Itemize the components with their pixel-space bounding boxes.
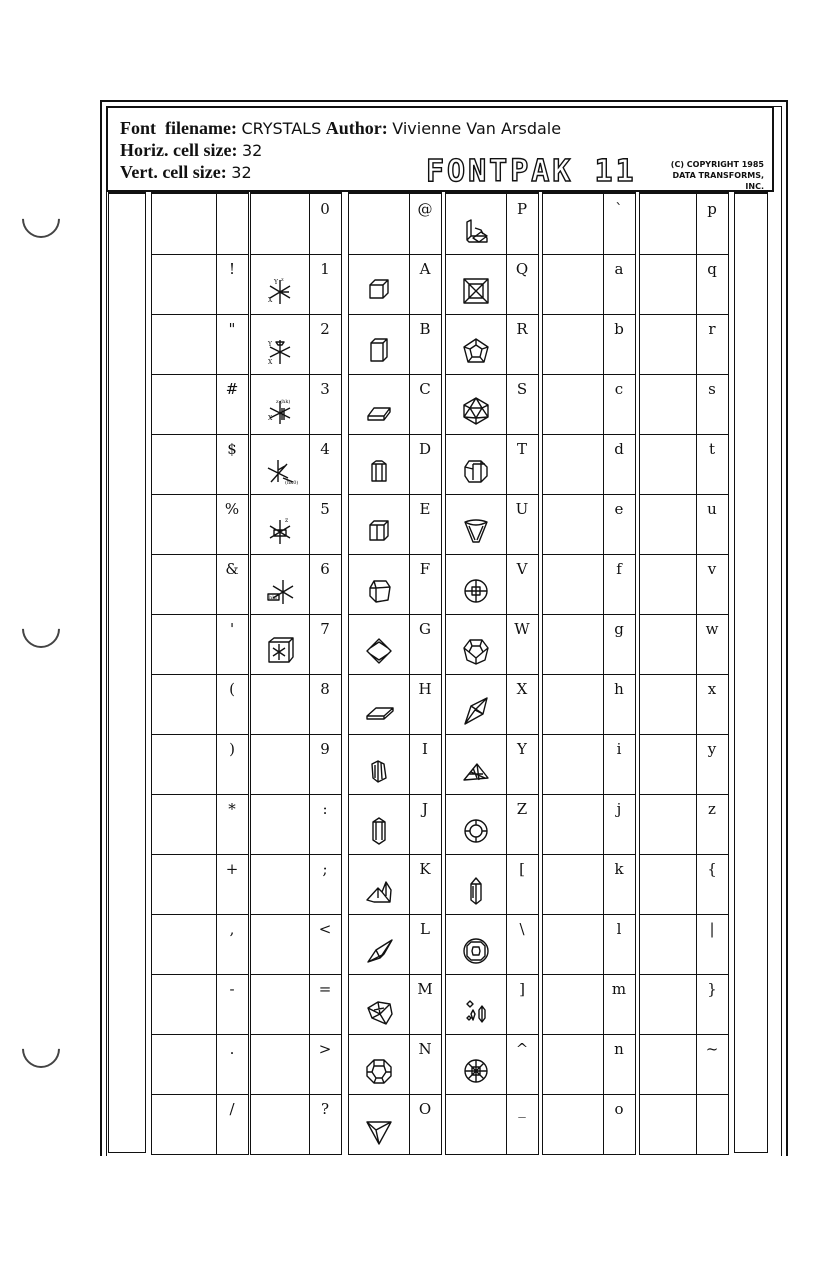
row-divider bbox=[543, 494, 635, 495]
crystal-glyph-slab bbox=[364, 396, 394, 426]
character-label: k bbox=[614, 860, 624, 878]
row-divider bbox=[251, 614, 341, 615]
character-label: 5 bbox=[320, 500, 330, 518]
character-label: { bbox=[707, 860, 717, 878]
row-divider bbox=[446, 974, 538, 975]
row-divider bbox=[446, 674, 538, 675]
row-divider bbox=[640, 314, 728, 315]
row-divider bbox=[640, 914, 728, 915]
filename-line bbox=[120, 118, 561, 139]
row-divider bbox=[640, 374, 728, 375]
chart-column-1 bbox=[151, 192, 249, 1155]
chart-column-6 bbox=[639, 192, 729, 1155]
character-label: 4 bbox=[320, 440, 330, 458]
row-divider bbox=[446, 554, 538, 555]
copyright-line-2: DATA TRANSFORMS, INC. bbox=[672, 171, 764, 191]
character-label: ' bbox=[229, 620, 235, 638]
binder-hole-top bbox=[14, 192, 68, 246]
row-divider bbox=[152, 254, 248, 255]
row-divider bbox=[349, 1034, 441, 1035]
row-divider bbox=[349, 1094, 441, 1095]
character-label: V bbox=[516, 560, 528, 578]
character-label: ] bbox=[519, 980, 525, 998]
character-label: , bbox=[229, 920, 235, 938]
horiz-label: Horiz. cell size: bbox=[120, 140, 238, 160]
character-label: ~ bbox=[705, 1040, 719, 1058]
character-label: \ bbox=[519, 920, 525, 938]
copyright-line-1: (C) COPYRIGHT 1985 bbox=[670, 160, 764, 169]
character-label: E bbox=[419, 500, 431, 518]
row-divider bbox=[543, 794, 635, 795]
row-divider bbox=[349, 974, 441, 975]
svg-text:X: X bbox=[268, 359, 273, 366]
character-label: q bbox=[707, 260, 717, 278]
character-label: 7 bbox=[320, 620, 330, 638]
row-divider bbox=[543, 974, 635, 975]
character-label: b bbox=[614, 320, 624, 338]
row-divider bbox=[349, 734, 441, 735]
character-label: $ bbox=[227, 440, 237, 458]
character-label: h bbox=[614, 680, 624, 698]
row-divider bbox=[251, 314, 341, 315]
character-label: ( bbox=[229, 680, 235, 698]
character-label: 1 bbox=[320, 260, 330, 278]
row-divider bbox=[543, 1094, 635, 1095]
crystal-glyph-bipyramid bbox=[364, 936, 394, 966]
character-label: [ bbox=[519, 860, 525, 878]
character-label: p bbox=[707, 200, 717, 218]
crystal-glyph-ring2 bbox=[461, 936, 491, 966]
character-label: L bbox=[420, 920, 430, 938]
right-margin-strip bbox=[734, 192, 768, 1153]
row-divider bbox=[349, 434, 441, 435]
row-divider bbox=[446, 314, 538, 315]
row-divider bbox=[446, 1034, 538, 1035]
character-label: / bbox=[229, 1100, 235, 1118]
character-label: z bbox=[708, 800, 716, 818]
character-label: Y bbox=[517, 740, 527, 758]
vert-line bbox=[120, 162, 252, 183]
row-divider bbox=[640, 1094, 728, 1095]
row-divider bbox=[152, 974, 248, 975]
svg-text:z: z bbox=[285, 517, 289, 524]
crystal-glyph-shard bbox=[461, 696, 491, 726]
crystal-glyph-star bbox=[461, 1056, 491, 1086]
character-label: S bbox=[516, 380, 528, 398]
crystal-glyph-drusy bbox=[364, 996, 394, 1026]
row-divider bbox=[349, 374, 441, 375]
row-divider bbox=[446, 734, 538, 735]
row-divider bbox=[543, 854, 635, 855]
character-label: C bbox=[419, 380, 431, 398]
row-divider bbox=[349, 254, 441, 255]
character-label: K bbox=[419, 860, 431, 878]
font-label: Font bbox=[120, 118, 156, 138]
crystal-glyph-tablet bbox=[461, 756, 491, 786]
row-divider bbox=[152, 854, 248, 855]
character-label: | bbox=[709, 920, 715, 938]
character-label: ? bbox=[320, 1100, 330, 1118]
row-divider bbox=[152, 674, 248, 675]
chart-column-5 bbox=[542, 192, 636, 1155]
crystal-glyph-prism2 bbox=[364, 516, 394, 546]
row-divider bbox=[446, 374, 538, 375]
row-divider bbox=[640, 854, 728, 855]
character-label: s bbox=[708, 380, 716, 398]
row-divider bbox=[349, 614, 441, 615]
crystal-glyph-cluster bbox=[364, 876, 394, 906]
crystal-glyph-axes-f bbox=[265, 576, 295, 606]
chart-column-4 bbox=[445, 192, 539, 1155]
character-label: f bbox=[616, 560, 622, 578]
character-label: 8 bbox=[320, 680, 330, 698]
row-divider bbox=[446, 794, 538, 795]
character-label: x bbox=[707, 680, 717, 698]
crystal-glyph-twin bbox=[364, 756, 394, 786]
crystal-glyph-axes-d bbox=[265, 456, 299, 486]
row-divider bbox=[251, 974, 341, 975]
character-label: W bbox=[514, 620, 530, 638]
left-margin-strip bbox=[108, 192, 146, 1153]
character-label: v bbox=[707, 560, 717, 578]
row-divider bbox=[446, 254, 538, 255]
row-divider bbox=[251, 734, 341, 735]
svg-text:(hk0): (hk0) bbox=[285, 480, 299, 486]
row-divider bbox=[349, 494, 441, 495]
svg-text:X: X bbox=[268, 415, 273, 422]
filename-value: CRYSTALS bbox=[241, 119, 322, 138]
row-divider bbox=[543, 254, 635, 255]
svg-text:z (hk): z (hk) bbox=[276, 399, 291, 405]
crystal-glyph-longprism bbox=[364, 816, 394, 846]
row-divider bbox=[640, 1034, 728, 1035]
row-divider bbox=[152, 434, 248, 435]
row-divider bbox=[446, 434, 538, 435]
row-divider bbox=[152, 374, 248, 375]
row-divider bbox=[152, 314, 248, 315]
chart-column-3 bbox=[348, 192, 442, 1155]
row-divider bbox=[152, 794, 248, 795]
crystal-glyph-cone bbox=[461, 516, 491, 546]
row-divider bbox=[640, 254, 728, 255]
character-label: F bbox=[419, 560, 431, 578]
row-divider bbox=[152, 914, 248, 915]
character-label: : bbox=[322, 800, 328, 818]
crystal-glyph-pentagon bbox=[461, 336, 491, 366]
character-label: r bbox=[708, 320, 716, 338]
row-divider bbox=[349, 674, 441, 675]
character-label: < bbox=[318, 920, 332, 938]
character-label: c bbox=[614, 380, 624, 398]
row-divider bbox=[640, 674, 728, 675]
row-divider bbox=[251, 554, 341, 555]
character-label: ^ bbox=[515, 1040, 529, 1058]
character-label: = bbox=[318, 980, 332, 998]
character-label: n bbox=[614, 1040, 624, 1058]
row-divider bbox=[152, 1094, 248, 1095]
character-label: B bbox=[419, 320, 431, 338]
character-label: y bbox=[707, 740, 717, 758]
crystal-glyph-dodeca2 bbox=[461, 636, 491, 666]
chart-column-2 bbox=[250, 192, 342, 1155]
character-label: M bbox=[417, 980, 433, 998]
character-label: g bbox=[614, 620, 624, 638]
vert-value: 32 bbox=[231, 163, 252, 182]
row-divider bbox=[251, 434, 341, 435]
row-divider bbox=[251, 674, 341, 675]
row-divider bbox=[251, 914, 341, 915]
crystal-glyph-ring bbox=[461, 816, 491, 846]
crystal-glyph-prism bbox=[364, 336, 394, 366]
row-divider bbox=[349, 554, 441, 555]
character-label: @ bbox=[417, 200, 433, 218]
crystal-glyph-axes-a bbox=[265, 276, 295, 306]
row-divider bbox=[349, 314, 441, 315]
character-label: } bbox=[707, 980, 717, 998]
row-divider bbox=[446, 1094, 538, 1095]
svg-text:hkl: hkl bbox=[269, 595, 277, 601]
character-label: T bbox=[516, 440, 527, 458]
row-divider bbox=[251, 854, 341, 855]
character-label: & bbox=[225, 560, 239, 578]
row-divider bbox=[349, 854, 441, 855]
row-divider bbox=[640, 434, 728, 435]
svg-text:Y: Y bbox=[268, 341, 272, 348]
character-label: m bbox=[611, 980, 627, 998]
copyright-notice bbox=[652, 159, 764, 192]
row-divider bbox=[152, 614, 248, 615]
crystal-glyph-corner bbox=[461, 216, 491, 246]
horiz-value: 32 bbox=[241, 141, 263, 160]
character-label: G bbox=[419, 620, 431, 638]
crystal-glyph-hexprism bbox=[364, 456, 394, 486]
row-divider bbox=[152, 554, 248, 555]
row-divider bbox=[640, 554, 728, 555]
row-divider bbox=[543, 734, 635, 735]
row-divider bbox=[446, 614, 538, 615]
crystal-glyph-cube bbox=[364, 276, 394, 306]
row-divider bbox=[640, 794, 728, 795]
character-label: U bbox=[515, 500, 529, 518]
crystal-glyph-icosa bbox=[461, 396, 491, 426]
character-label: > bbox=[318, 1040, 332, 1058]
row-divider bbox=[543, 314, 635, 315]
character-label: j bbox=[616, 800, 622, 818]
crystal-glyph-quartz bbox=[461, 876, 491, 906]
row-divider bbox=[640, 974, 728, 975]
character-label: R bbox=[516, 320, 528, 338]
binder-hole-bottom bbox=[14, 1022, 68, 1076]
crystal-glyph-roundcube bbox=[364, 576, 394, 606]
character-label: u bbox=[707, 500, 717, 518]
crystal-glyph-axes-box bbox=[265, 636, 295, 666]
row-divider bbox=[251, 794, 341, 795]
row-divider bbox=[152, 734, 248, 735]
row-divider bbox=[349, 794, 441, 795]
character-label: X bbox=[516, 680, 528, 698]
crystal-glyph-octa bbox=[364, 636, 394, 666]
row-divider bbox=[640, 494, 728, 495]
svg-text:z: z bbox=[281, 277, 284, 283]
row-divider bbox=[543, 614, 635, 615]
character-label: 3 bbox=[320, 380, 330, 398]
character-label: J bbox=[421, 800, 428, 818]
character-label: D bbox=[418, 440, 432, 458]
character-label: # bbox=[225, 380, 239, 398]
character-label: 2 bbox=[320, 320, 330, 338]
character-label: Q bbox=[515, 260, 529, 278]
header-box bbox=[106, 106, 774, 192]
character-label: + bbox=[225, 860, 239, 878]
row-divider bbox=[446, 854, 538, 855]
character-label: ! bbox=[228, 260, 236, 278]
row-divider bbox=[543, 434, 635, 435]
character-label: i bbox=[616, 740, 622, 758]
row-divider bbox=[152, 1034, 248, 1035]
crystal-glyph-axes-c bbox=[265, 396, 295, 426]
crystal-glyph-plate bbox=[364, 696, 394, 726]
character-label: 0 bbox=[320, 200, 330, 218]
row-divider bbox=[543, 1034, 635, 1035]
crystal-glyph-crystals bbox=[461, 996, 491, 1026]
character-label: a bbox=[614, 260, 624, 278]
row-divider bbox=[251, 254, 341, 255]
character-label: ) bbox=[229, 740, 235, 758]
character-label: l bbox=[616, 920, 622, 938]
row-divider bbox=[152, 494, 248, 495]
row-divider bbox=[543, 554, 635, 555]
row-divider bbox=[543, 674, 635, 675]
vert-label: Vert. cell size: bbox=[120, 162, 227, 182]
row-divider bbox=[640, 734, 728, 735]
crystal-glyph-axes-b bbox=[265, 336, 295, 366]
character-label: N bbox=[418, 1040, 432, 1058]
character-label: d bbox=[614, 440, 624, 458]
horiz-line bbox=[120, 140, 262, 161]
crystal-glyph-barrel bbox=[461, 456, 491, 486]
character-label: 9 bbox=[320, 740, 330, 758]
character-label: Z bbox=[516, 800, 528, 818]
character-label: 6 bbox=[320, 560, 330, 578]
character-label: " bbox=[228, 320, 236, 338]
character-label: - bbox=[229, 980, 235, 998]
row-divider bbox=[640, 614, 728, 615]
binder-hole-middle bbox=[14, 602, 68, 656]
filename-label: filename: bbox=[165, 118, 237, 138]
character-label: O bbox=[418, 1100, 432, 1118]
character-label: % bbox=[224, 500, 240, 518]
row-divider bbox=[446, 914, 538, 915]
character-label: _ bbox=[518, 1100, 526, 1118]
character-label: I bbox=[422, 740, 428, 758]
character-label: w bbox=[705, 620, 719, 638]
character-label: H bbox=[418, 680, 432, 698]
character-label: A bbox=[419, 260, 431, 278]
svg-text:Y: Y bbox=[274, 279, 278, 286]
svg-text:X: X bbox=[268, 297, 273, 304]
crystal-glyph-octagon-gem bbox=[461, 576, 491, 606]
row-divider bbox=[251, 1034, 341, 1035]
row-divider bbox=[543, 914, 635, 915]
author-label: Author: bbox=[325, 118, 388, 138]
row-divider bbox=[251, 1094, 341, 1095]
character-label: P bbox=[516, 200, 528, 218]
crystal-glyph-axes-e bbox=[265, 516, 295, 546]
row-divider bbox=[446, 494, 538, 495]
row-divider bbox=[543, 374, 635, 375]
fontpak-logo: FONTPAK 11 bbox=[426, 154, 637, 189]
row-divider bbox=[251, 494, 341, 495]
row-divider bbox=[251, 374, 341, 375]
character-label: ` bbox=[615, 200, 623, 218]
character-label: . bbox=[229, 1040, 235, 1058]
character-label: ; bbox=[322, 860, 328, 878]
character-label: e bbox=[614, 500, 624, 518]
crystal-glyph-xbox bbox=[461, 276, 491, 306]
crystal-glyph-triangle bbox=[364, 1116, 394, 1146]
row-divider bbox=[349, 914, 441, 915]
character-label: o bbox=[614, 1100, 624, 1118]
character-label: * bbox=[228, 800, 236, 818]
author-value: Vivienne Van Arsdale bbox=[392, 119, 562, 138]
crystal-glyph-dodeca bbox=[364, 1056, 394, 1086]
character-label: t bbox=[708, 440, 716, 458]
